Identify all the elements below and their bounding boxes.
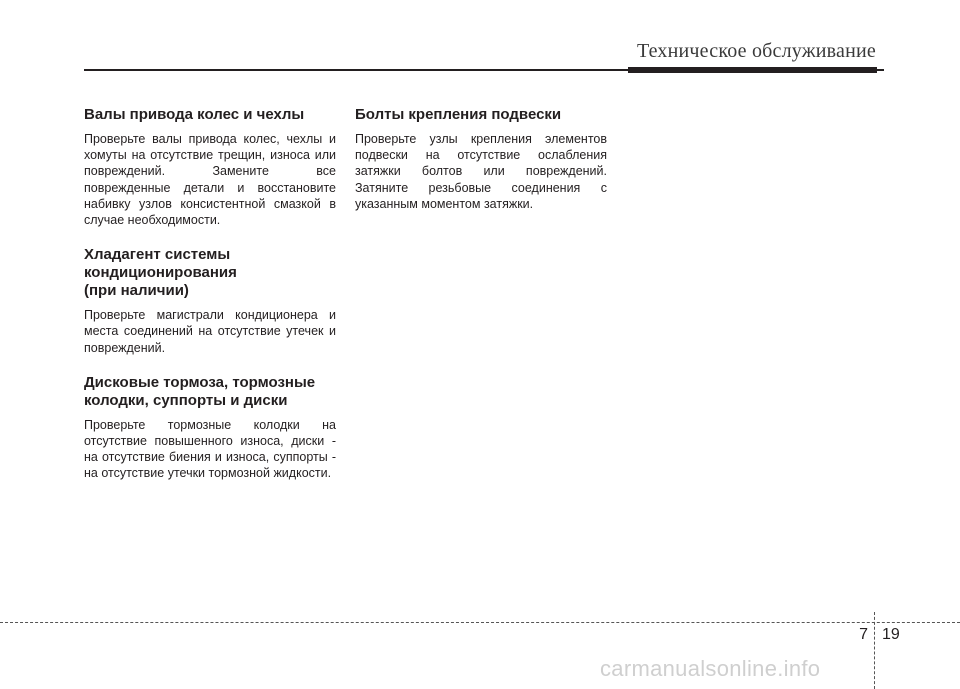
section-heading: Хладагент системы кондиционирования (при наличии) <box>84 246 237 300</box>
section-body: Проверьте узлы крепления элементов подвески на отсутствие ослабления затяжки болтов или повреждений. Затяните резьбовые соединения с указанным моментом затяжки. <box>355 132 607 211</box>
section-drive-shafts <box>84 106 336 228</box>
section-heading: Болты крепления подвески <box>355 106 562 123</box>
page-number: 19 <box>882 626 900 643</box>
watermark: carmanualsonline.info <box>600 656 821 681</box>
header-title: Техническое обслуживание <box>636 40 876 62</box>
left-column <box>84 106 336 500</box>
chapter-number: 7 <box>859 626 868 643</box>
section-suspension-bolts <box>355 106 607 212</box>
header-rule-accent <box>628 67 877 73</box>
section-body: Проверьте магистрали кондиционера и места соединений на отсутствие утечек и повреждений. <box>84 308 336 355</box>
section-heading: Валы привода колес и чехлы <box>84 106 305 123</box>
footer-vertical-divider <box>874 612 875 689</box>
footer-divider <box>0 622 960 623</box>
section-disc-brakes <box>84 374 336 482</box>
section-heading: Дисковые тормоза, тормозные колодки, суппорты и диски <box>84 373 316 409</box>
section-refrigerant <box>84 246 336 356</box>
section-body: Проверьте тормозные колодки на отсутствие повышенного износа, диски - на отсутствие биения и износа, суппорты - на отсутствие утечки тормозной жидкости. <box>84 417 336 481</box>
section-body: Проверьте валы привода колес, чехлы и хомуты на отсутствие трещин, износа или повреждений. Замените все поврежденные детали и восстановите набивку узлов консистентной смазкой в случае необходимости. <box>84 132 336 228</box>
right-column <box>355 106 607 230</box>
